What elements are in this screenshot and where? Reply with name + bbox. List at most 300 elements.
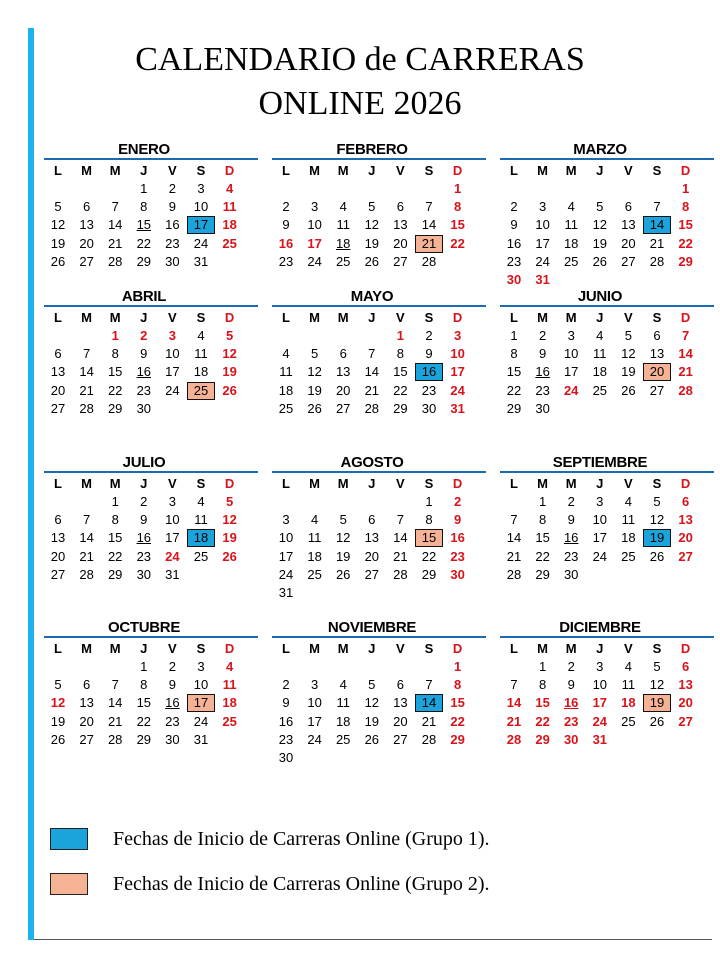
day-cell: 7: [396, 512, 404, 528]
day-cell: 20: [50, 382, 66, 398]
day-cell: 13: [649, 346, 665, 362]
day-cell: 13: [393, 695, 408, 711]
day-cell: 14: [107, 695, 123, 711]
day-cell: 8: [453, 199, 462, 215]
day-cell: 4: [197, 328, 205, 343]
month-name: SEPTIEMBRE: [552, 454, 648, 471]
day-cell: 27: [393, 731, 408, 747]
day-cell: 18: [621, 530, 636, 546]
weekday-header: J: [368, 641, 376, 656]
day-cell: 7: [510, 677, 518, 693]
day-cell: 25: [592, 382, 608, 398]
day-cell: 13: [678, 677, 693, 693]
day-cell: 8: [396, 346, 404, 362]
day-cell: 30: [563, 731, 579, 747]
day-cell: 15: [107, 530, 123, 546]
day-cell: 3: [168, 494, 176, 509]
day-cell: 24: [307, 253, 322, 269]
month-name: ABRIL: [121, 288, 167, 305]
day-cell: 26: [307, 400, 322, 416]
day-cell: 21: [79, 548, 94, 564]
day-cell: 17: [165, 364, 180, 380]
day-cell: 27: [649, 382, 665, 398]
day-cell: 11: [564, 217, 578, 233]
weekday-header: S: [424, 641, 434, 656]
day-cell: 26: [222, 382, 237, 398]
day-cell: 5: [368, 199, 376, 215]
day-cell: 16: [136, 530, 152, 546]
day-cell: 10: [278, 530, 294, 546]
day-cell: 28: [506, 731, 522, 747]
day-cell: 15: [136, 695, 152, 711]
day-cell: 26: [50, 731, 66, 747]
day-cell: 7: [82, 346, 91, 362]
day-cell: 31: [278, 585, 294, 600]
day-cell: 18: [335, 713, 351, 729]
day-cell: 28: [79, 566, 94, 582]
legend-swatch-group-1: [50, 828, 88, 850]
day-cell: 26: [621, 382, 636, 398]
month-name: JULIO: [122, 454, 166, 471]
day-cell: 2: [538, 328, 547, 343]
day-cell: 15: [136, 217, 152, 233]
day-cell: 20: [393, 235, 408, 251]
weekday-header: D: [680, 476, 691, 491]
day-cell: 15: [535, 530, 550, 546]
day-cell: 11: [336, 695, 350, 711]
day-cell: 26: [335, 566, 351, 582]
day-cell: 13: [335, 364, 351, 380]
weekday-header: V: [624, 163, 633, 178]
day-cell: 14: [107, 217, 123, 233]
day-cell: 13: [393, 217, 408, 233]
weekday-header: V: [624, 476, 633, 491]
day-cell: 14: [415, 694, 443, 712]
day-cell: 30: [278, 750, 294, 765]
weekday-header: S: [196, 310, 206, 325]
weekday-header: L: [282, 476, 290, 491]
day-cell: 21: [506, 548, 522, 564]
day-cell: 30: [165, 253, 180, 269]
day-cell: 18: [193, 364, 209, 380]
title-line-2: ONLINE 2026: [258, 85, 462, 122]
day-cell: 30: [136, 566, 152, 582]
day-cell: 13: [621, 217, 636, 233]
day-cell: 7: [111, 677, 119, 693]
day-cell: 13: [50, 530, 66, 546]
day-cell: 3: [596, 659, 604, 674]
day-cell: 6: [82, 677, 91, 693]
day-cell: 28: [421, 253, 437, 269]
weekday-header: M: [337, 476, 349, 491]
day-cell: 12: [222, 512, 237, 528]
day-cell: 23: [165, 235, 180, 251]
month-name: MAYO: [350, 288, 394, 305]
weekday-header: M: [81, 476, 93, 491]
day-cell: 22: [136, 235, 152, 251]
day-cell: 22: [450, 713, 465, 729]
weekday-header: S: [652, 476, 662, 491]
side-accent-bar: [28, 28, 34, 940]
weekday-header: V: [168, 163, 177, 178]
month-rule: [44, 158, 258, 160]
day-cell: 23: [421, 382, 437, 398]
day-cell: 22: [678, 235, 693, 251]
legend-label-group-1: Fechas de Inicio de Carreras Online (Grupo 1).: [113, 828, 490, 850]
day-cell: 10: [592, 512, 608, 528]
day-cell: 4: [624, 494, 632, 509]
month-rule: [272, 471, 486, 473]
day-cell: 9: [567, 512, 575, 528]
day-cell: 10: [535, 217, 550, 233]
day-cell: 11: [621, 677, 636, 693]
day-cell: 3: [168, 328, 176, 343]
day-cell: 15: [450, 217, 465, 233]
day-cell: 21: [364, 382, 380, 398]
day-cell: 20: [79, 235, 94, 251]
day-cell: 28: [79, 400, 94, 416]
day-cell: 15: [506, 364, 522, 380]
weekday-header: D: [452, 163, 463, 178]
day-cell: 17: [450, 364, 465, 380]
day-cell: 24: [592, 713, 608, 729]
day-cell: 27: [393, 253, 408, 269]
weekday-header: L: [510, 163, 518, 178]
day-cell: 29: [136, 253, 152, 269]
day-cell: 9: [140, 346, 148, 362]
day-cell: 24: [193, 235, 209, 251]
weekday-header: D: [452, 476, 463, 491]
day-cell: 6: [54, 512, 62, 528]
day-cell: 28: [678, 382, 693, 398]
day-cell: 19: [364, 713, 380, 729]
weekday-header: M: [565, 310, 577, 325]
day-cell: 16: [563, 695, 579, 711]
day-cell: 30: [136, 400, 152, 416]
weekday-header: M: [537, 310, 549, 325]
day-cell: 6: [681, 494, 690, 509]
day-cell: 9: [168, 199, 176, 215]
weekday-header: M: [109, 310, 121, 325]
day-cell: 29: [506, 400, 522, 416]
day-cell: 21: [506, 713, 522, 729]
day-cell: 1: [396, 328, 404, 343]
day-cell: 17: [187, 216, 215, 234]
day-cell: 13: [364, 530, 380, 546]
day-cell: 17: [187, 694, 215, 712]
day-cell: 14: [506, 695, 522, 711]
day-cell: 5: [310, 346, 319, 362]
day-cell: 3: [538, 199, 547, 215]
day-cell: 22: [107, 548, 123, 564]
day-cell: 5: [596, 199, 604, 215]
weekday-header: S: [196, 476, 206, 491]
day-cell: 2: [425, 328, 433, 343]
day-cell: 7: [681, 328, 690, 343]
day-cell: 1: [111, 494, 119, 509]
weekday-header: V: [168, 641, 177, 656]
day-cell: 3: [310, 677, 319, 693]
day-cell: 15: [107, 364, 123, 380]
day-cell: 25: [307, 566, 322, 582]
day-cell: 28: [393, 566, 408, 582]
day-cell: 1: [453, 659, 462, 674]
day-cell: 7: [653, 199, 661, 215]
weekday-header: V: [396, 476, 405, 491]
day-cell: 22: [136, 713, 152, 729]
day-cell: 25: [621, 713, 636, 729]
day-cell: 18: [335, 235, 351, 251]
day-cell: 12: [50, 695, 66, 711]
day-cell: 16: [563, 530, 579, 546]
day-cell: 23: [278, 731, 294, 747]
day-cell: 17: [307, 713, 322, 729]
day-cell: 19: [50, 713, 66, 729]
day-cell: 11: [307, 530, 322, 546]
day-cell: 12: [307, 364, 322, 380]
day-cell: 10: [450, 346, 465, 362]
day-cell: 3: [453, 328, 462, 343]
day-cell: 15: [450, 695, 465, 711]
day-cell: 14: [79, 364, 94, 380]
day-cell: 11: [222, 677, 237, 693]
day-cell: 4: [197, 494, 205, 509]
day-cell: 2: [140, 494, 148, 509]
day-cell: 22: [535, 713, 550, 729]
day-cell: 23: [165, 713, 180, 729]
day-cell: 21: [107, 713, 123, 729]
day-cell: 20: [79, 713, 94, 729]
day-cell: 18: [592, 364, 608, 380]
day-cell: 24: [563, 382, 579, 398]
weekday-header: J: [596, 476, 604, 491]
day-cell: 16: [165, 695, 180, 711]
day-cell: 9: [510, 217, 518, 233]
day-cell: 15: [415, 529, 443, 547]
day-cell: 16: [136, 364, 152, 380]
day-cell: 13: [678, 512, 693, 528]
day-cell: 28: [649, 253, 665, 269]
day-cell: 19: [643, 529, 671, 547]
month-name: AGOSTO: [340, 454, 404, 471]
day-cell: 26: [364, 731, 380, 747]
weekday-header: V: [396, 641, 405, 656]
day-cell: 26: [222, 548, 237, 564]
day-cell: 8: [681, 199, 690, 215]
day-cell: 25: [335, 253, 351, 269]
month-name: ENERO: [118, 141, 170, 158]
day-cell: 20: [643, 363, 671, 381]
day-cell: 26: [592, 253, 608, 269]
weekday-header: J: [596, 163, 604, 178]
day-cell: 17: [592, 695, 608, 711]
month-rule: [500, 471, 714, 473]
weekday-header: S: [424, 310, 434, 325]
day-cell: 24: [535, 253, 550, 269]
weekday-header: S: [652, 163, 662, 178]
legend-swatch-group-2: [50, 873, 88, 895]
day-cell: 17: [535, 235, 550, 251]
day-cell: 2: [567, 659, 575, 674]
day-cell: 1: [425, 494, 433, 509]
day-cell: 4: [567, 199, 575, 215]
weekday-header: M: [81, 641, 93, 656]
day-cell: 27: [50, 566, 66, 582]
day-cell: 5: [54, 199, 62, 215]
day-cell: 18: [222, 217, 237, 233]
weekday-header: M: [565, 476, 577, 491]
day-cell: 8: [538, 677, 547, 693]
day-cell: 3: [596, 494, 604, 509]
day-cell: 9: [140, 512, 148, 528]
day-cell: 3: [310, 199, 319, 215]
day-cell: 24: [592, 548, 608, 564]
day-cell: 8: [140, 677, 148, 693]
day-cell: 25: [278, 400, 294, 416]
day-cell: 21: [415, 235, 443, 253]
day-cell: 6: [624, 199, 632, 215]
day-cell: 17: [592, 530, 608, 546]
weekday-header: V: [624, 310, 633, 325]
weekday-header: L: [510, 641, 518, 656]
day-cell: 2: [567, 494, 575, 509]
day-cell: 9: [453, 512, 462, 528]
day-cell: 10: [307, 217, 322, 233]
day-cell: 29: [535, 566, 550, 582]
day-cell: 7: [425, 677, 433, 693]
day-cell: 1: [538, 494, 547, 509]
weekday-header: M: [537, 163, 549, 178]
day-cell: 30: [535, 400, 550, 416]
day-cell: 24: [450, 382, 465, 398]
day-cell: 6: [82, 199, 91, 215]
day-cell: 21: [649, 235, 665, 251]
day-cell: 28: [107, 253, 123, 269]
bottom-divider: [34, 939, 712, 940]
day-cell: 2: [453, 494, 462, 509]
day-cell: 2: [282, 677, 290, 693]
day-cell: 11: [621, 512, 636, 528]
day-cell: 8: [425, 512, 433, 528]
day-cell: 29: [107, 400, 123, 416]
weekday-header: M: [537, 641, 549, 656]
day-cell: 25: [621, 548, 636, 564]
day-cell: 27: [364, 566, 380, 582]
weekday-header: L: [282, 310, 290, 325]
day-cell: 2: [140, 328, 148, 343]
day-cell: 25: [193, 548, 209, 564]
day-cell: 29: [450, 731, 465, 747]
day-cell: 11: [194, 512, 208, 528]
day-cell: 14: [643, 216, 671, 234]
day-cell: 3: [197, 181, 205, 196]
day-cell: 30: [506, 272, 522, 287]
weekday-header: D: [680, 163, 691, 178]
weekday-header: L: [510, 476, 518, 491]
day-cell: 31: [193, 253, 209, 269]
weekday-header: J: [140, 310, 148, 325]
weekday-header: V: [168, 310, 177, 325]
day-cell: 27: [79, 731, 94, 747]
day-cell: 5: [653, 494, 661, 509]
day-cell: 6: [368, 512, 376, 528]
day-cell: 21: [79, 382, 94, 398]
day-cell: 25: [335, 731, 351, 747]
month-rule: [44, 471, 258, 473]
day-cell: 4: [225, 659, 234, 674]
day-cell: 28: [506, 566, 522, 582]
day-cell: 24: [165, 548, 180, 564]
day-cell: 29: [393, 400, 408, 416]
day-cell: 29: [136, 731, 152, 747]
day-cell: 28: [364, 400, 380, 416]
weekday-header: M: [309, 310, 321, 325]
day-cell: 20: [364, 548, 380, 564]
day-cell: 29: [107, 566, 123, 582]
day-cell: 2: [168, 181, 176, 196]
weekday-header: M: [565, 163, 577, 178]
weekday-header: V: [396, 310, 405, 325]
day-cell: 4: [282, 346, 290, 362]
day-cell: 12: [621, 346, 636, 362]
day-cell: 15: [393, 364, 408, 380]
day-cell: 9: [282, 695, 290, 711]
day-cell: 22: [421, 548, 437, 564]
day-cell: 9: [282, 217, 290, 233]
weekday-header: M: [337, 641, 349, 656]
day-cell: 24: [278, 566, 294, 582]
day-cell: 22: [535, 548, 550, 564]
day-cell: 28: [107, 731, 123, 747]
weekday-header: V: [624, 641, 633, 656]
day-cell: 20: [335, 382, 351, 398]
day-cell: 8: [111, 512, 119, 528]
day-cell: 6: [396, 677, 404, 693]
day-cell: 4: [624, 659, 632, 674]
weekday-header: M: [309, 476, 321, 491]
day-cell: 29: [535, 731, 550, 747]
day-cell: 11: [222, 199, 237, 215]
day-cell: 18: [187, 529, 215, 547]
weekday-header: D: [224, 641, 235, 656]
day-cell: 4: [339, 199, 347, 215]
day-cell: 9: [567, 677, 575, 693]
day-cell: 9: [538, 346, 547, 362]
day-cell: 22: [393, 382, 408, 398]
weekday-header: L: [54, 163, 62, 178]
day-cell: 24: [307, 731, 322, 747]
day-cell: 20: [678, 695, 693, 711]
day-cell: 14: [506, 530, 522, 546]
day-cell: 20: [50, 548, 66, 564]
month-rule: [500, 158, 714, 160]
weekday-header: L: [282, 641, 290, 656]
day-cell: 22: [107, 382, 123, 398]
day-cell: 20: [678, 530, 693, 546]
day-cell: 22: [506, 382, 522, 398]
day-cell: 9: [425, 346, 433, 362]
weekday-header: M: [337, 163, 349, 178]
day-cell: 29: [421, 566, 437, 582]
day-cell: 4: [339, 677, 347, 693]
day-cell: 23: [535, 382, 550, 398]
day-cell: 16: [506, 235, 522, 251]
day-cell: 10: [592, 677, 608, 693]
weekday-header: M: [81, 163, 93, 178]
month-name: OCTUBRE: [107, 619, 181, 636]
day-cell: 6: [54, 346, 62, 362]
day-cell: 2: [168, 659, 176, 674]
